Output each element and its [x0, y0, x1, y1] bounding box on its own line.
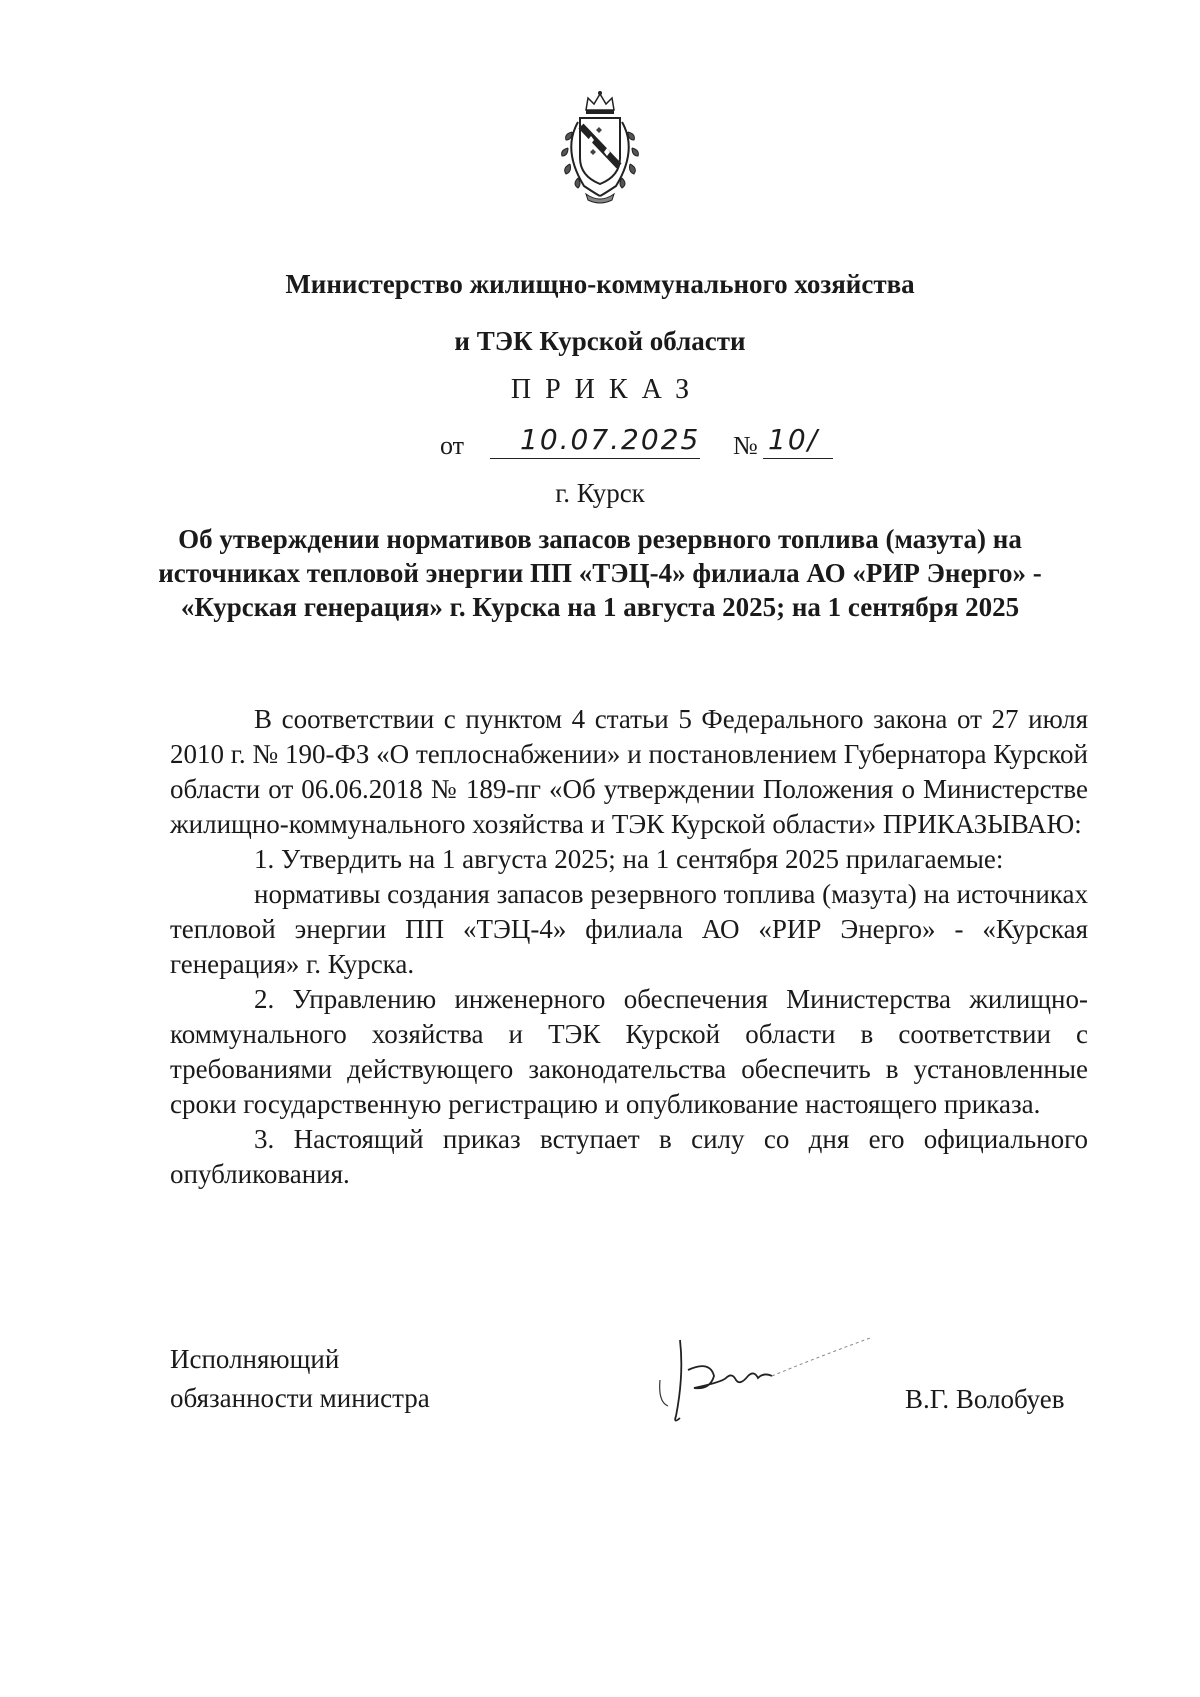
- signer-position-line1: Исполняющий: [170, 1344, 340, 1374]
- item-1-sub: нормативы создания запасов резервного топлива (мазута) на источниках тепловой энергии ПП «ТЭЦ-4» филиала АО «РИР Энерго» - «Курская генерация» г. Курска.: [170, 879, 1088, 979]
- item-2: 2. Управлению инженерного обеспечения Министерства жилищно-коммунального хозяйства и ТЭК Курской области в соответствии с требованиями действующего законодательства обеспечить в установленные сроки государственную регистрацию и опубликование настоящего приказа.: [170, 984, 1088, 1119]
- preamble-paragraph: В соответствии с пунктом 4 статьи 5 Федерального закона от 27 июля 2010 г. № 190-ФЗ «О теплоснабжении» и постановлением Губернатора Курской области от 06.06.2018 № 189-пг «Об утверждении Положения о Министерстве жилищно-коммунального хозяйства и ТЭК Курской области» ПРИКАЗЫВАЮ:: [170, 704, 1088, 839]
- signer-position: [170, 1340, 430, 1418]
- handwritten-number: 10/: [768, 423, 820, 456]
- document-title: Об утверждении нормативов запасов резервного топлива (мазута) на источниках тепловой энергии ПП «ТЭЦ-4» филиала АО «РИР Энерго» - «Курская генерация» г. Курска на 1 августа 2025; на 1 сентября 2025: [158, 524, 1042, 622]
- signer-position-line2: обязанности министра: [170, 1383, 430, 1413]
- handwritten-signature-icon: [640, 1320, 880, 1430]
- number-label: №: [733, 431, 758, 460]
- item-3: 3. Настоящий приказ вступает в силу со дня его официального опубликования.: [170, 1124, 1088, 1189]
- number-underline: [763, 458, 833, 459]
- date-number-line: [0, 425, 1200, 469]
- date-label: от: [440, 431, 465, 460]
- city: г. Курск: [555, 478, 645, 508]
- date-underline: [490, 458, 700, 459]
- organization-name-line1: Министерство жилищно-коммунального хозяйства: [285, 269, 915, 299]
- coat-of-arms-icon: [550, 90, 650, 206]
- document-body: [170, 702, 1088, 1192]
- item-1: 1. Утвердить на 1 августа 2025; на 1 сентября 2025 прилагаемые:: [254, 844, 1004, 874]
- document-type: ПРИКАЗ: [510, 374, 704, 405]
- signer-name: В.Г. Волобуев: [905, 1384, 1065, 1414]
- organization-name-line2: и ТЭК Курской области: [454, 326, 746, 356]
- handwritten-date: 10.07.2025: [520, 423, 701, 456]
